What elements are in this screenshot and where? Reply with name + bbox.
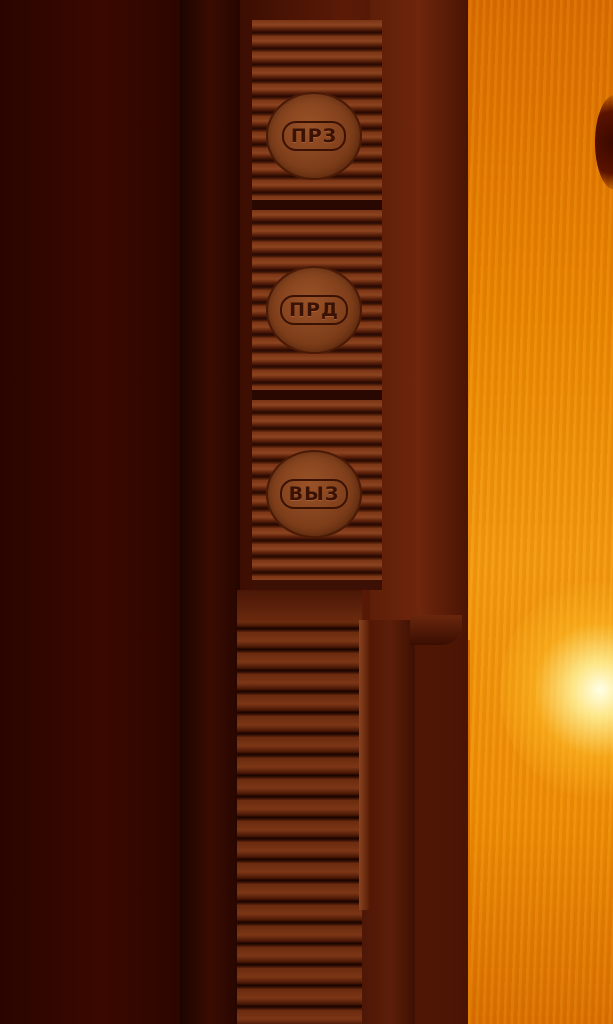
key-badge-icon xyxy=(266,450,362,538)
casing-upper-panel xyxy=(370,0,468,640)
long-key-side-edge xyxy=(359,620,369,910)
wooden-surface xyxy=(455,0,613,1024)
casing-notch xyxy=(410,615,462,645)
casing-left-edge xyxy=(180,0,240,1024)
long-key-ridges xyxy=(237,590,362,1024)
key-divider xyxy=(252,200,382,210)
long-bar-key[interactable] xyxy=(237,590,362,1024)
key-prd[interactable] xyxy=(252,210,382,390)
key-label: ПРЗ xyxy=(282,121,346,151)
key-divider xyxy=(252,390,382,400)
key-label: ВЫЗ xyxy=(280,479,349,509)
key-label: ПРД xyxy=(280,295,348,325)
key-badge-icon xyxy=(266,92,362,180)
key-column xyxy=(252,20,382,590)
key-vyz[interactable] xyxy=(252,400,382,580)
key-prz[interactable] xyxy=(252,20,382,200)
long-key-top-edge xyxy=(237,590,362,622)
key-badge-icon xyxy=(266,266,362,354)
